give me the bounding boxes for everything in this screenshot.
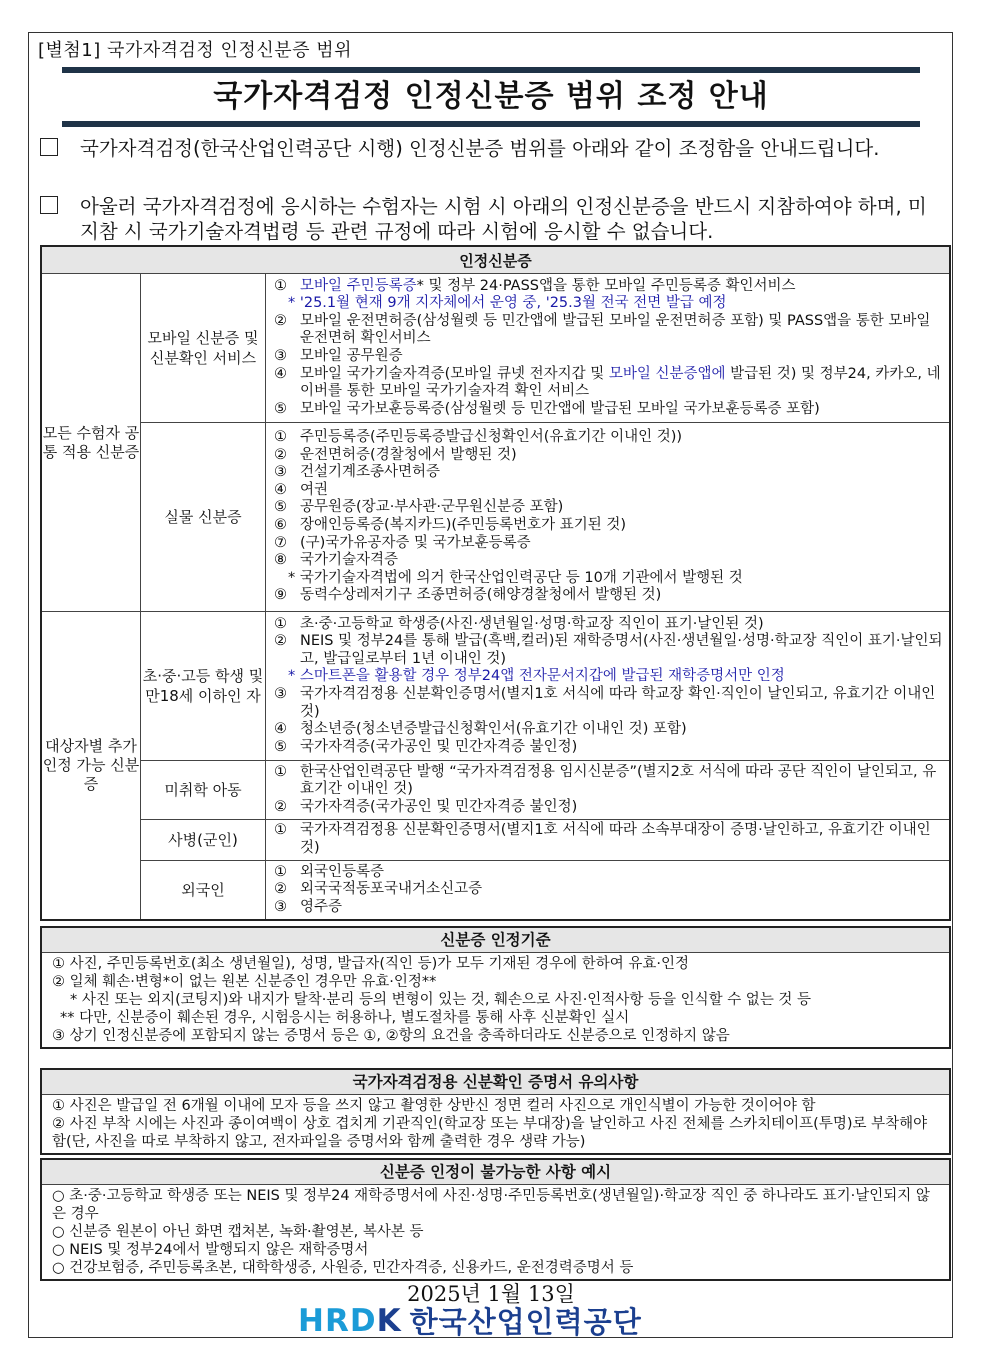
list-item: ③ 건설기계조종사면허증 [274, 464, 441, 481]
list-item: ① 한국산업인력공단 발행 “국가자격검정용 임시신분증”(별지2호 서식에 따라 공단 직인이 날인되고, 유효기간 이내인 것) [274, 763, 937, 798]
criteria-line: ③ 상기 인정신분증에 포함되지 않는 증명서 등은 ①, ②항의 요건을 충족하더라도 신분증으로 인정하지 않음 [52, 1028, 730, 1044]
list-item: ⑧ 국가기술자격증 [274, 552, 399, 569]
cert-notes-section [40, 1068, 951, 1155]
intro-paragraph-1: 국가자격검정(한국산업인력공단 시행) 인정신분증 범위를 아래와 같이 조정함을 안내드립니다. [40, 136, 945, 161]
criteria-note: * 사진 또는 외지(코팅지)와 내지가 탈착·분리 등의 변형이 있는 것, 훼손으로 사진·인적사항 등을 인식할 수 없는 것 등 [70, 992, 812, 1008]
checkbox-square-icon [40, 138, 58, 156]
hrdk-logo [298, 1300, 642, 1341]
id-table [40, 245, 951, 921]
checkbox-square-icon [40, 196, 58, 214]
not-allowed-header: 신분증 인정이 불가능한 사항 예시 [42, 1160, 949, 1185]
intro-paragraph-2: 아울러 국가자격검정에 응시하는 수험자는 시험 시 아래의 인정신분증을 반드시 지참하여야 하며, 미지참 시 국가기술자격법령 등 관련 규정에 따라 시험에 응시할 수 없습니다. [40, 194, 945, 219]
list-item: ② 외국국적동포국내거소신고증 [274, 881, 483, 898]
mobile-items [266, 274, 951, 423]
not-allowed-line: ○ NEIS 및 정부24에서 발행되지 않은 재학증명서 [52, 1242, 369, 1258]
student-items [266, 612, 951, 761]
student-note: * 스마트폰을 활용할 경우 정부24앱 전자문서지갑에 발급된 재학증명서만 인정 [288, 668, 785, 685]
list-item: ② 국가자격증(국가공인 및 민간자격증 불인정) [274, 798, 578, 815]
cert-notes-header: 국가자격검정용 신분확인 증명서 유의사항 [42, 1070, 949, 1095]
list-item: ⑥ 장애인등록증(복지카드)(주민등록번호가 표기된 것) [274, 517, 626, 533]
criteria-line: ② 일체 훼손·변형*이 없는 원본 신분증인 경우만 유효·인정** [52, 974, 437, 990]
physical-note: * 국가기술자격법에 의거 한국산업인력공단 등 10개 기관에서 발행된 것 [288, 569, 743, 586]
attachment-label: [별첨1] 국가자격검정 인정신분증 범위 [38, 40, 352, 61]
foreigner-items [266, 861, 951, 921]
list-item: ② 모바일 운전면허증(삼성월렛 등 민간앱에 발급된 모바일 운전면허증 포함) 및 PASS앱을 통한 모바일 운전면허 확인서비스 [274, 312, 931, 347]
list-item: ③ 영주증 [274, 898, 343, 915]
soldier-items [266, 820, 951, 861]
list-item: ① 국가자격검정용 신분확인증명서(별지1호 서식에 따라 소속부대장이 증명·날인하고, 유효기간 이내인 것) [274, 822, 931, 856]
list-item: ⑤ 공무원증(장교·부사관·군무원신분증 포함) [274, 499, 564, 516]
issue-date: 2025년 1월 13일 [407, 1282, 575, 1306]
page-title: 국가자격검정 인정신분증 범위 조정 안내 [213, 79, 769, 114]
cert-note-line: ① 사진은 발급일 전 6개월 이내에 모자 등을 쓰지 않고 촬영한 상반신 정면 컬러 사진으로 개인식별이 가능한 것이어야 함 [52, 1098, 816, 1114]
mobile-category: 모바일 신분증 및 신분확인 서비스 [141, 274, 266, 423]
criteria-section [40, 926, 951, 1049]
mobile-note: * '25.1월 현재 9개 지자체에서 운영 중, '25.3월 전국 전면 발급 예정 [288, 295, 727, 312]
table-header: 인정신분증 [41, 246, 950, 274]
foreigner-category: 외국인 [141, 861, 266, 921]
list-item: ② NEIS 및 정부24를 통해 발급(흑백,컬러)된 재학증명서(사진·생년월일·성명·학교장 직인이 표기·날인되고, 발급일로부터 1년 이내인 것) [274, 633, 943, 667]
preschool-category: 미취학 아동 [141, 761, 266, 820]
not-allowed-section [40, 1158, 951, 1281]
list-item: ② 운전면허증(경찰청에서 발행된 것) [274, 446, 517, 463]
list-item: ⑨ 동력수상레저기구 조종면허증(해양경찰청에서 발행된 것) [274, 587, 662, 604]
title-bar-bottom [62, 121, 920, 127]
list-item: ④ 청소년증(청소년증발급신청확인서(유효기간 이내인 것) 포함) [274, 721, 687, 738]
not-allowed-line: ○ 신분증 원본이 아닌 화면 캡처본, 녹화·촬영본, 복사본 등 [52, 1224, 424, 1240]
hrdk-logo-mark: HRDK [298, 1302, 402, 1339]
common-category: 모든 수험자 공통 적용 신분증 [41, 274, 141, 612]
physical-items [266, 423, 951, 612]
physical-category: 실물 신분증 [141, 423, 266, 612]
soldier-category: 사병(군인) [141, 820, 266, 861]
criteria-line: ① 사진, 주민등록번호(최소 생년월일), 성명, 발급자(직인 등)가 모두 기재된 경우에 한하여 유효·인정 [52, 956, 690, 972]
list-item: ① 외국인등록증 [274, 863, 385, 880]
list-item: ⑤ 국가자격증(국가공인 및 민간자격증 불인정) [274, 738, 578, 755]
list-item: ③ 모바일 공무원증 [274, 348, 403, 364]
list-item: ⑦ (구)국가유공자증 및 국가보훈등록증 [274, 534, 531, 551]
preschool-items [266, 761, 951, 820]
title-bar-top [62, 67, 920, 73]
cert-note-line: ② 사진 부착 시에는 사진과 종이여백이 상호 겹치게 기관직인(학교장 또는 부대장)을 날인하고 사진 전체를 스카치테이프(투명)로 부착해야 함(단, 사진을 따로 부착하지 않고, 전자파일을 증명서와 함께 출력한 경우 생략 가능) [52, 1116, 928, 1150]
list-item: ③ 국가자격검정용 신분확인증명서(별지1호 서식에 따라 학교장 확인·직인이 날인되고, 유효기간 이내인 것) [274, 686, 936, 720]
list-item: ① 주민등록증(주민등록증발급신청확인서(유효기간 이내인 것)) [274, 429, 683, 446]
criteria-header: 신분증 인정기준 [42, 928, 949, 953]
extra-category: 대상자별 추가 인정 가능 신분증 [41, 612, 141, 921]
list-item: ⑤ 모바일 국가보훈등록증(삼성월렛 등 민간앱에 발급된 모바일 국가보훈등록증 포함) [274, 400, 820, 417]
list-item: ④ 모바일 국가기술자격증(모바일 큐넷 전자지갑 및 모바일 신분증앱에 발급된 것) 및 정부24, 카카오, 네이버를 통한 모바일 국가기술자격 확인 서비스 [274, 365, 941, 400]
list-item: ④ 여권 [274, 481, 329, 498]
not-allowed-line: ○ 초·중·고등학교 학생증 또는 NEIS 및 정부24 재학증명서에 사진·성명·주민등록번호(생년월일)·학교장 직인 중 하나라도 표기·날인되지 않은 경우 [52, 1188, 930, 1222]
criteria-note: ** 다만, 신분증이 훼손된 경우, 시험응시는 허용하나, 별도절차를 통해 사후 신분확인 실시 [60, 1010, 630, 1026]
list-item: ① 모바일 주민등록증* 및 정부 24·PASS앱을 통한 모바일 주민등록증 확인서비스 [274, 277, 796, 294]
not-allowed-line: ○ 건강보험증, 주민등록초본, 대학학생증, 사원증, 민간자격증, 신용카드, 운전경력증명서 등 [52, 1260, 634, 1276]
hrdk-logo-name: 한국산업인력공단 [409, 1305, 642, 1339]
student-category: 초·중·고등 학생 및 만18세 이하인 자 [141, 612, 266, 761]
list-item: ① 초·중·고등학교 학생증(사진·생년월일·성명·학교장 직인이 표기·날인된 것) [274, 615, 764, 632]
